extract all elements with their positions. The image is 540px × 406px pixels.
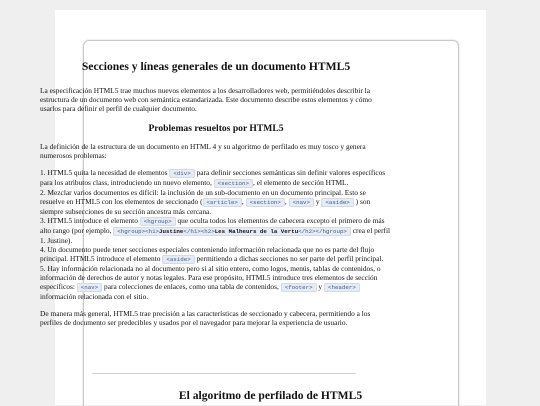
code-aside: <aside> <box>162 255 194 264</box>
code-fragment: Justine <box>159 228 184 235</box>
item-text: HTML5 introduce el elemento <box>47 216 138 225</box>
item-text: , <box>284 197 287 206</box>
code-hgroup-example <box>113 227 351 236</box>
list-item <box>40 216 392 245</box>
code-fragment: Les Malheurs de la Vertu <box>214 228 299 235</box>
section-divider <box>92 373 356 374</box>
code-header: <header> <box>324 283 360 292</box>
intro-paragraph: La especificación HTML5 trae muchos nuevos elementos a los desarrolladores web, permitiéndoles describir la estructura de un documento web con semántica estandarizada. Este documento describe estos elementos y cómo usarlos para definir el perfil de cualquier documento. <box>40 86 372 113</box>
item-text: , <box>241 197 244 206</box>
item-text: que oculta todos los elementos de cabecera excepto el primero de más alto rango (por ejemplo, <box>40 216 385 235</box>
list-item <box>40 188 392 216</box>
item-text: información relacionada con el sitio. <box>40 292 149 301</box>
next-section-title: El algoritmo de perfilado de HTML5 <box>178 389 363 402</box>
code-fragment: </h1><h2> <box>183 228 215 235</box>
code-article: <article> <box>203 198 242 207</box>
item-text: y <box>315 197 320 206</box>
list-number: 2. <box>40 188 46 197</box>
item-text: , el elemento de sección HTML. <box>252 178 349 187</box>
conclusion-paragraph: De manera más general, HTML5 trae precisión a las características de seccionado y cabecera, permitiendo a los perfiles de documento ser predecibles y usados por el navegador para mejorar la experiencia de usuario. <box>40 309 371 327</box>
item-text: y <box>318 282 323 291</box>
problems-intro: La definición de la estructura de un documento en HTML 4 y su algoritmo de perfilado es muy tosco y genera numerosos problemas: <box>40 142 366 160</box>
section-heading: Problemas resueltos por HTML5 <box>148 123 284 134</box>
code-footer: <footer> <box>281 283 317 292</box>
code-fragment: </h2></hgroup> <box>298 228 347 235</box>
item-text: HTML5 quita la necesidad de elementos <box>47 168 168 177</box>
item-text: para definir secciones semánticas sin definir valores específicos para los atributos class, introduciendo un nuevo elemento, <box>40 168 386 187</box>
problems-list <box>40 168 392 301</box>
code-hgroup: <hgroup> <box>140 217 176 226</box>
code-fragment: <hgroup><h1> <box>117 228 160 235</box>
code-section: <section> <box>246 198 285 207</box>
item-text: permitiendo a dichas secciones no ser parte del perfil principal. <box>196 254 384 263</box>
list-item <box>40 245 392 264</box>
item-text: crea el perfil 1. Justine). <box>40 226 391 245</box>
code-div: <div> <box>169 169 194 178</box>
list-number: 4. <box>40 245 46 254</box>
document-body <box>40 60 392 327</box>
code-nav: <nav> <box>289 198 314 207</box>
list-number: 1. <box>40 168 46 177</box>
item-text: Mezclar varios documentos es difícil: la inclusión de un sub-documento en un documento principal. Esto se resuelve en HTML5 con los elementos de seccionado ( <box>40 188 366 206</box>
code-nav: <nav> <box>77 283 102 292</box>
list-item <box>40 264 392 301</box>
item-text: ) son siempre subsecciones de su sección ancestra más cercana. <box>40 197 371 216</box>
code-section: <section> <box>214 179 253 188</box>
list-number: 5. <box>40 264 46 273</box>
item-text: Un documento puede tener secciones especiales conteniendo información relacionada que no es parte del flujo principal. HTML5 introduce el elemento <box>40 245 375 263</box>
item-text: Hay información relacionada no al documento pero sí al sitio entero, como logos, menús, tablas de contenidos, o información de derechos de autor y notas legales. Para ese propósito, HTML5 introduce tres elementos de sección específicos: <box>40 264 381 291</box>
doc-title: Secciones y líneas generales de un documento HTML5 <box>81 60 351 73</box>
code-aside: <aside> <box>321 198 353 207</box>
item-text: para colecciones de enlaces, como una tabla de contenidos, <box>104 282 279 291</box>
list-number: 3. <box>40 216 46 225</box>
list-item <box>40 168 392 188</box>
